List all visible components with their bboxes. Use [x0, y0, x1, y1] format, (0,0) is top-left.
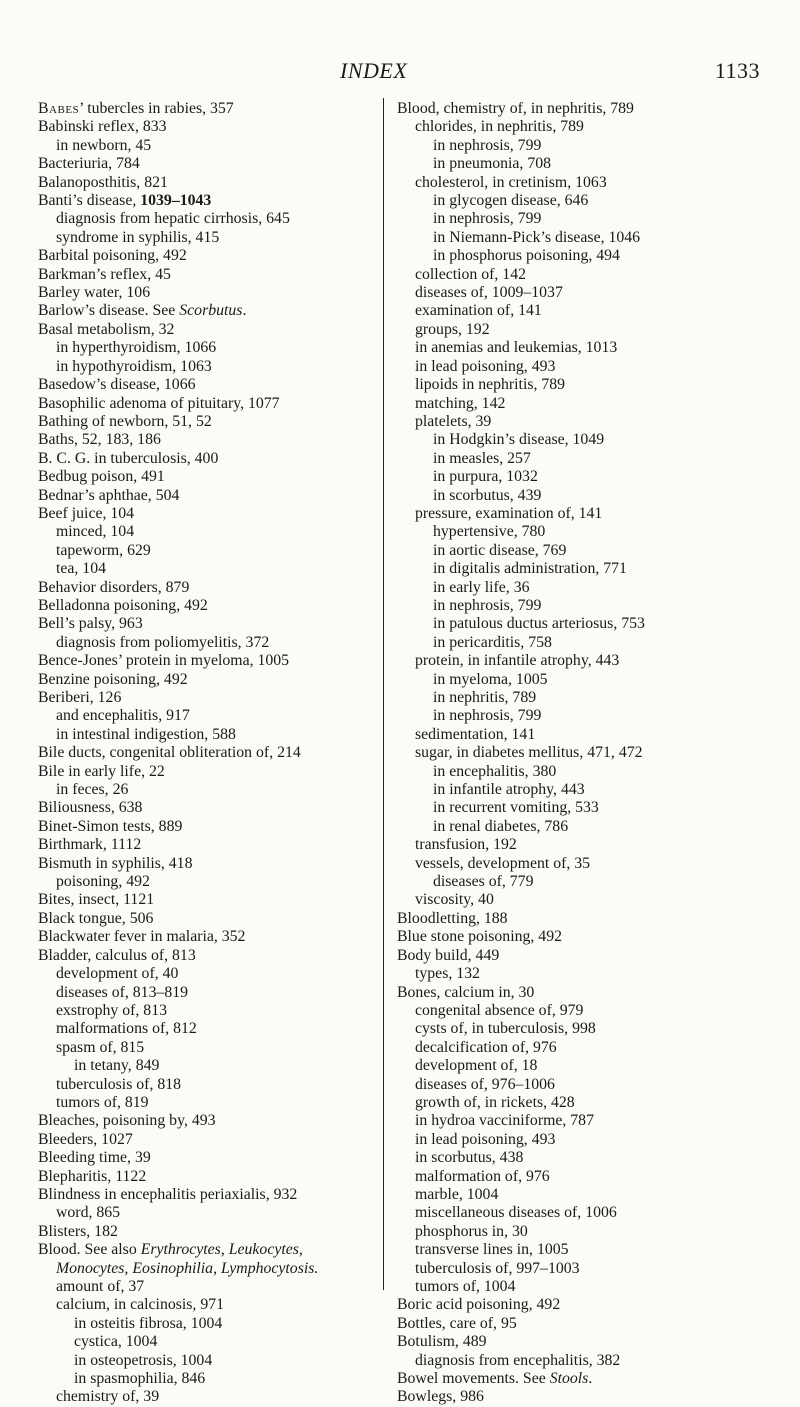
index-entry [38, 266, 383, 284]
entry-text: Belladonna poisoning, 492 [38, 596, 208, 614]
index-subentry [397, 1131, 789, 1149]
index-subentry [38, 984, 383, 1002]
entry-text: Blood, chemistry of, in nephritis, 789 [397, 100, 634, 117]
entry-text: cholesterol, in cretinism, 1063 [415, 173, 607, 191]
index-entry [38, 174, 383, 192]
entry-text: Bedbug poison, 491 [38, 468, 165, 486]
index-entry [38, 321, 383, 339]
index-subentry [38, 634, 383, 652]
entry-text: Bile in early life, 22 [38, 762, 165, 780]
index-entry [38, 505, 383, 523]
entry-text: Black tongue, 506 [38, 909, 154, 927]
entry-text: diseases of, 779 [433, 873, 534, 891]
index-subentry [38, 1370, 383, 1388]
page-header [0, 58, 800, 88]
index-entry [38, 1168, 383, 1186]
index-entry [38, 763, 383, 781]
entry-text: Bites, insect, 1121 [38, 891, 155, 909]
entry-text: decalcification of, 976 [415, 1038, 557, 1056]
entry-text: platelets, 39 [415, 412, 492, 430]
index-subentry [397, 560, 789, 578]
index-entry [38, 671, 383, 689]
index-subentry [397, 689, 789, 707]
index-subentry [397, 413, 789, 431]
entry-text: types, 132 [415, 965, 480, 983]
index-subentry [38, 1020, 383, 1038]
index-subentry [397, 505, 789, 523]
entry-text: Body build, 449 [397, 946, 500, 964]
index-subentry [38, 873, 383, 891]
entry-text: Balanoposthitis, 821 [38, 173, 168, 191]
index-entry [38, 947, 383, 965]
running-head: INDEX [340, 58, 408, 83]
entry-text: minced, 104 [56, 523, 135, 541]
entry-text: diagnosis from hepatic cirrhosis, 645 [56, 210, 290, 228]
entry-text: sugar, in diabetes mellitus, 471, 472 [415, 744, 643, 762]
entry-text: Boric acid poisoning, 492 [397, 1296, 561, 1314]
entry-text: Bence-Jones’ protein in myeloma, 1005 [38, 652, 290, 670]
entry-text: Beef juice, 104 [38, 504, 135, 522]
entry-text: in hypothyroidism, 1063 [56, 357, 212, 375]
index-subentry [397, 652, 789, 670]
entry-text: spasm of, 815 [56, 1038, 145, 1056]
index-column-right [397, 100, 789, 1407]
entry-text: Blisters, 182 [38, 1222, 118, 1240]
entry-text: groups, 192 [415, 320, 490, 338]
entry-text: Bladder, calculus of, 813 [38, 946, 196, 964]
index-subentry [397, 615, 789, 633]
entry-text: in scorbutus, 438 [415, 1149, 524, 1167]
index-subentry [397, 855, 789, 873]
entry-text: in intestinal indigestion, 588 [56, 725, 236, 743]
entry-text: and encephalitis, 917 [56, 707, 190, 725]
index-entry [397, 928, 789, 946]
entry-text: amount of, 37 [56, 1278, 145, 1295]
entry-text: in pericarditis, 758 [433, 633, 552, 651]
entry-text: in Niemann-Pick’s disease, 1046 [433, 228, 641, 246]
index-entry [38, 487, 383, 505]
index-subentry [397, 1223, 789, 1241]
index-entry [38, 247, 383, 265]
index-subentry [397, 137, 789, 155]
entry-text: B. C. G. in tuberculosis, 400 [38, 449, 219, 467]
entry-text: Basal metabolism, 32 [38, 320, 175, 338]
index-subentry [397, 726, 789, 744]
entry-text: in nephrosis, 799 [433, 707, 542, 725]
entry-text: tumors of, 1004 [415, 1278, 516, 1295]
entry-text: Bathing of newborn, 51, 52 [38, 412, 212, 430]
entry-text: diseases of, 813–819 [56, 983, 189, 1001]
entry-text: Barbital poisoning, 492 [38, 247, 187, 265]
index-subentry [397, 302, 789, 320]
entry-text: in lead poisoning, 493 [415, 1130, 556, 1148]
index-entry [38, 579, 383, 597]
entry-text: Scorbutus [179, 302, 243, 320]
entry-text: in hydroa vacciniforme, 787 [415, 1112, 594, 1130]
index-subentry [38, 781, 383, 799]
index-subentry [38, 1296, 383, 1314]
entry-text: Bile ducts, congenital obliteration of, 214 [38, 744, 301, 762]
index-subentry [38, 358, 383, 376]
entry-text: Blepharitis, 1122 [38, 1167, 147, 1185]
entry-text: Bowel movements. See [397, 1370, 550, 1388]
entry-text: in nephrosis, 799 [433, 136, 542, 154]
entry-text: congenital absence of, 979 [415, 1001, 584, 1019]
index-subentry [397, 1112, 789, 1130]
index-subentry [397, 1057, 789, 1075]
entry-text: tapeworm, 629 [56, 541, 151, 559]
entry-text: calcium, in calcinosis, 971 [56, 1296, 225, 1314]
index-subentry [397, 450, 789, 468]
index-entry [397, 947, 789, 965]
index-entry [38, 597, 383, 615]
index-subentry [38, 1278, 383, 1296]
entry-text: miscellaneous diseases of, 1006 [415, 1204, 617, 1222]
entry-text: exstrophy of, 813 [56, 1001, 168, 1019]
entry-text: Bloodletting, 188 [397, 909, 508, 927]
index-entry [38, 450, 383, 468]
entry-text: Bottles, care of, 95 [397, 1314, 517, 1332]
entry-text: vessels, development of, 35 [415, 854, 591, 872]
entry-text: transverse lines in, 1005 [415, 1241, 569, 1259]
entry-text: Blackwater fever in malaria, 352 [38, 928, 246, 946]
entry-text: viscosity, 40 [415, 891, 494, 909]
index-entry [38, 615, 383, 633]
entry-text: Bowlegs, 986 [397, 1388, 484, 1406]
index-subentry [38, 1002, 383, 1020]
entry-text: Bones, calcium in, 30 [397, 983, 535, 1001]
index-entry [397, 1333, 789, 1351]
index-entry [38, 1131, 383, 1149]
index-subentry [397, 1094, 789, 1112]
index-subentry [397, 192, 789, 210]
entry-text: Blood. See also [38, 1241, 141, 1259]
index-entry [38, 1223, 383, 1241]
entry-text: Erythrocytes, Leukocytes, [140, 1241, 303, 1259]
index-entry [38, 100, 383, 118]
index-entry [38, 192, 383, 210]
entry-text: Bednar’s aphthae, 504 [38, 486, 180, 504]
entry-text: tuberculosis of, 997–1003 [415, 1259, 580, 1277]
index-subentry [38, 965, 383, 983]
entry-text: in osteitis fibrosa, 1004 [74, 1314, 223, 1332]
entry-text: word, 865 [56, 1204, 121, 1222]
index-subentry [397, 395, 789, 413]
index-subentry [38, 1352, 383, 1370]
entry-text: cystica, 1004 [74, 1333, 158, 1351]
index-subentry [397, 174, 789, 192]
entry-text: in feces, 26 [56, 781, 129, 799]
index-subentry [397, 468, 789, 486]
index-subentry [397, 763, 789, 781]
index-entry [38, 744, 383, 762]
entry-text: Baths, 52, 183, 186 [38, 431, 161, 449]
index-subentry [397, 284, 789, 302]
index-entry [397, 1296, 789, 1314]
index-column-left [38, 100, 383, 1407]
index-entry [397, 1315, 789, 1333]
entry-text: in anemias and leukemias, 1013 [415, 339, 618, 357]
index-subentry [397, 965, 789, 983]
entry-text: Bleeding time, 39 [38, 1149, 151, 1167]
index-subentry [397, 873, 789, 891]
entry-text: in encephalitis, 380 [433, 762, 557, 780]
index-subentry [38, 137, 383, 155]
index-subentry [397, 1076, 789, 1094]
index-subentry [397, 155, 789, 173]
entry-text: Blue stone poisoning, 492 [397, 928, 562, 946]
index-subentry [38, 1315, 383, 1333]
index-subentry [397, 487, 789, 505]
entry-text: in spasmophilia, 846 [74, 1370, 206, 1388]
index-entry [38, 155, 383, 173]
entry-text: malformations of, 812 [56, 1020, 197, 1038]
index-subentry [397, 799, 789, 817]
entry-text: in nephritis, 789 [433, 689, 537, 706]
entry-text: malformation of, 976 [415, 1167, 550, 1185]
index-entry [38, 395, 383, 413]
index-entry [38, 376, 383, 394]
entry-text: in scorbutus, 439 [433, 486, 542, 504]
index-entry [38, 1112, 383, 1130]
entry-text: in myeloma, 1005 [433, 670, 548, 688]
entry-text: Binet-Simon tests, 889 [38, 817, 183, 835]
entry-text: . [242, 302, 247, 320]
entry-text: Barkman’s reflex, 45 [38, 265, 171, 283]
index-subentry [397, 376, 789, 394]
index-subentry [38, 1388, 383, 1406]
entry-text: Babes [38, 100, 80, 117]
index-entry [38, 302, 383, 320]
index-subentry [38, 1039, 383, 1057]
entry-text: in hyperthyroidism, 1066 [56, 339, 217, 357]
index-entry [38, 799, 383, 817]
index-subentry [397, 339, 789, 357]
index-subentry [397, 1039, 789, 1057]
index-entry [397, 1388, 789, 1406]
index-subentry [38, 1057, 383, 1075]
entry-text: Biliousness, 638 [38, 799, 143, 817]
index-subentry [397, 891, 789, 909]
entry-text: in newborn, 45 [56, 136, 152, 154]
entry-text: tumors of, 819 [56, 1093, 149, 1111]
index-subentry [38, 1333, 383, 1351]
entry-text: Monocytes, Eosinophilia, Lymphocytosis. [56, 1259, 319, 1277]
index-subentry [397, 1260, 789, 1278]
entry-text: in infantile atrophy, 443 [433, 781, 585, 799]
index-entry [397, 984, 789, 1002]
entry-text: in nephrosis, 799 [433, 210, 542, 228]
entry-text: chlorides, in nephritis, 789 [415, 118, 584, 136]
entry-text: tuberculosis of, 818 [56, 1075, 182, 1093]
entry-text: Bismuth in syphilis, 418 [38, 854, 193, 872]
index-subentry [397, 1168, 789, 1186]
entry-text: diagnosis from poliomyelitis, 372 [56, 633, 270, 651]
column-divider [383, 98, 384, 1290]
index-subentry [38, 726, 383, 744]
entry-text: marble, 1004 [415, 1185, 499, 1203]
index-subentry [397, 634, 789, 652]
entry-text: Behavior disorders, 879 [38, 578, 190, 596]
index-subentry [397, 229, 789, 247]
index-entry [38, 468, 383, 486]
index-subentry [397, 1352, 789, 1370]
index-subentry [397, 836, 789, 854]
entry-text: Banti’s disease, [38, 192, 141, 210]
entry-text: Babinski reflex, 833 [38, 118, 167, 136]
index-entry [38, 836, 383, 854]
index-subentry [397, 523, 789, 541]
entry-text: Benzine poisoning, 492 [38, 670, 188, 688]
index-subentry [397, 1186, 789, 1204]
index-subentry [397, 579, 789, 597]
entry-text: diseases of, 1009–1037 [415, 284, 563, 302]
index-entry [38, 652, 383, 670]
entry-text: growth of, in rickets, 428 [415, 1093, 575, 1111]
entry-text: tea, 104 [56, 560, 107, 578]
entry-text: poisoning, 492 [56, 873, 150, 891]
index-subentry [397, 1002, 789, 1020]
entry-text: Blindness in encephalitis periaxialis, 932 [38, 1185, 298, 1203]
index-entry [397, 910, 789, 928]
index-entry [38, 910, 383, 928]
index-subentry [397, 1149, 789, 1167]
entry-text: development of, 18 [415, 1057, 538, 1075]
entry-text: in recurrent vomiting, 533 [433, 799, 599, 817]
index-subentry [397, 1278, 789, 1296]
entry-text: in glycogen disease, 646 [433, 192, 589, 210]
index-subentry [397, 542, 789, 560]
index-subentry [397, 707, 789, 725]
entry-text: in aortic disease, 769 [433, 541, 567, 559]
entry-text: chemistry of, 39 [56, 1388, 160, 1406]
index-subentry [38, 1094, 383, 1112]
entry-text: diagnosis from encephalitis, 382 [415, 1351, 621, 1369]
index-subentry [38, 542, 383, 560]
entry-text: Stools [549, 1370, 589, 1388]
entry-text: in renal diabetes, 786 [433, 817, 569, 835]
entry-text: examination of, 141 [415, 302, 542, 320]
entry-text: Bacteriuria, 784 [38, 155, 140, 173]
index-subentry [397, 781, 789, 799]
entry-text: Beriberi, 126 [38, 689, 122, 706]
entry-text: in purpura, 1032 [433, 468, 538, 486]
entry-text: pressure, examination of, 141 [415, 504, 603, 522]
entry-text: phosphorus in, 30 [415, 1222, 528, 1240]
entry-text: diseases of, 976–1006 [415, 1075, 555, 1093]
entry-text: in measles, 257 [433, 449, 531, 467]
entry-text: hypertensive, 780 [433, 523, 546, 541]
entry-text: in lead poisoning, 493 [415, 357, 556, 375]
index-subentry [397, 358, 789, 376]
entry-text: sedimentation, 141 [415, 725, 536, 743]
index-entry [38, 1186, 383, 1204]
index-subentry [38, 523, 383, 541]
entry-text: in pneumonia, 708 [433, 155, 552, 173]
entry-text: in phosphorus poisoning, 494 [433, 247, 620, 265]
index-entry [397, 1370, 789, 1388]
entry-text: in patulous ductus arteriosus, 753 [433, 615, 645, 633]
index-entry [397, 100, 789, 118]
index-entry [38, 284, 383, 302]
index-subentry [397, 1204, 789, 1222]
entry-text: Birthmark, 1112 [38, 836, 142, 854]
index-subentry [397, 597, 789, 615]
index-subentry [38, 560, 383, 578]
entry-text: development of, 40 [56, 965, 179, 983]
entry-text: . [588, 1370, 593, 1388]
entry-text: protein, in infantile atrophy, 443 [415, 652, 620, 670]
entry-text: 1039–1043 [140, 192, 212, 210]
index-entry [38, 855, 383, 873]
index-subentry [397, 1241, 789, 1259]
entry-text: syndrome in syphilis, 415 [56, 228, 220, 246]
index-subentry [397, 247, 789, 265]
entry-text: in early life, 36 [433, 578, 530, 596]
index-subentry [38, 1076, 383, 1094]
index-subentry [397, 431, 789, 449]
index-subentry [38, 1260, 383, 1278]
entry-text: in nephrosis, 799 [433, 596, 542, 614]
entry-text: in digitalis administration, 771 [433, 560, 627, 578]
index-subentry [397, 266, 789, 284]
entry-text: cysts of, in tuberculosis, 998 [415, 1020, 596, 1038]
index-subentry [397, 118, 789, 136]
index-entry [38, 928, 383, 946]
index-subentry [397, 210, 789, 228]
entry-text: Bleaches, poisoning by, 493 [38, 1112, 216, 1130]
index-subentry [397, 744, 789, 762]
index-entry [38, 1149, 383, 1167]
index-subentry [38, 229, 383, 247]
entry-text: collection of, 142 [415, 265, 526, 283]
index-subentry [38, 707, 383, 725]
entry-text: Botulism, 489 [397, 1333, 487, 1351]
entry-text: Bell’s palsy, 963 [38, 615, 143, 633]
entry-text: lipoids in nephritis, 789 [415, 376, 566, 394]
entry-text: Barlow’s disease. See [38, 302, 180, 320]
index-entry [38, 413, 383, 431]
index-entry [38, 118, 383, 136]
index-entry [38, 689, 383, 707]
entry-text: transfusion, 192 [415, 836, 517, 854]
index-subentry [38, 1204, 383, 1222]
entry-text: Basophilic adenoma of pituitary, 1077 [38, 394, 280, 412]
entry-text: in tetany, 849 [74, 1057, 160, 1075]
index-subentry [397, 321, 789, 339]
entry-text: Basedow’s disease, 1066 [38, 376, 196, 394]
index-subentry [38, 339, 383, 357]
index-entry [38, 431, 383, 449]
index-subentry [38, 210, 383, 228]
index-entry [38, 891, 383, 909]
index-entry [38, 1241, 383, 1259]
index-subentry [397, 818, 789, 836]
entry-text: matching, 142 [415, 394, 506, 412]
entry-text: Bleeders, 1027 [38, 1130, 133, 1148]
entry-text: in osteopetrosis, 1004 [74, 1351, 213, 1369]
index-subentry [397, 1020, 789, 1038]
page-number: 1133 [714, 58, 760, 83]
entry-text: Barley water, 106 [38, 284, 151, 302]
index-entry [38, 818, 383, 836]
entry-text: ’ tubercles in rabies, 357 [79, 100, 234, 117]
entry-text: in Hodgkin’s disease, 1049 [433, 431, 605, 449]
index-subentry [397, 671, 789, 689]
